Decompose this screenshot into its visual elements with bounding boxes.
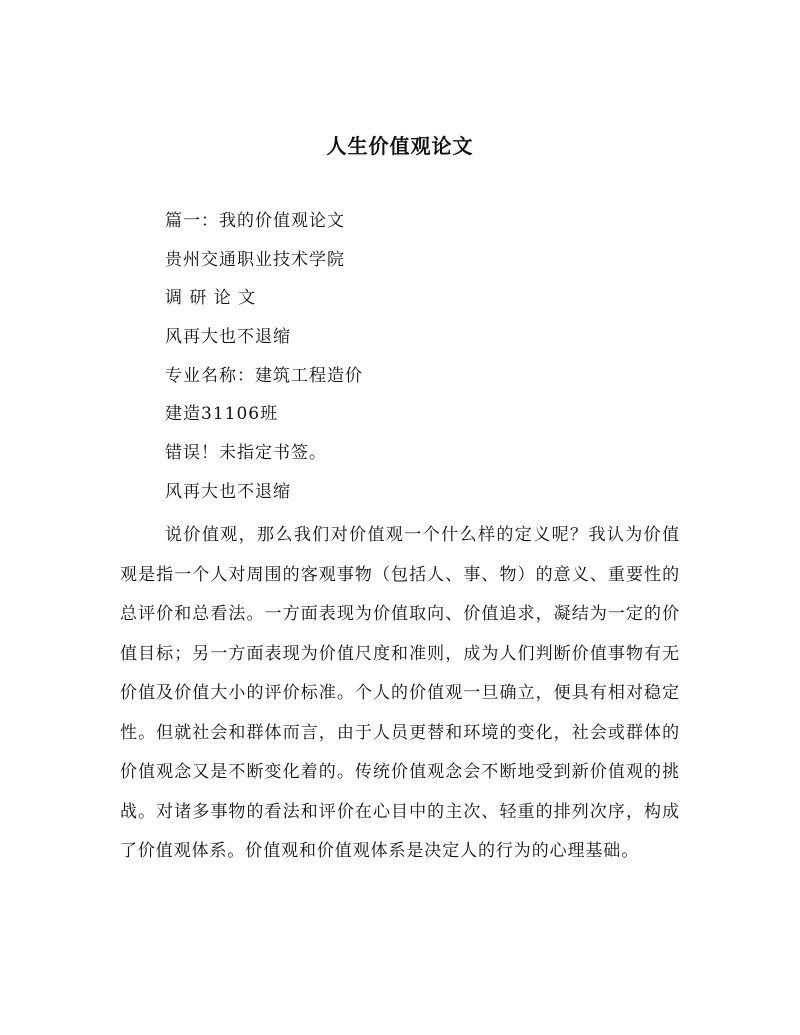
bookmark-error-line: 错误！未指定书签。 (165, 443, 327, 463)
paper-type-line: 调 研 论 文 (165, 288, 257, 308)
article-label-line: 篇一：我的价值观论文 (165, 211, 345, 231)
motto-line-repeat: 风再大也不退缩 (165, 482, 291, 502)
motto-line: 风再大也不退缩 (165, 327, 291, 347)
major-line: 专业名称：建筑工程造价 (165, 366, 363, 386)
body-paragraph: 说价值观，那么我们对价值观一个什么样的定义呢？我认为价值观是指一个人对周围的客观事物（包括人、事、物）的意义、重要性的总评价和总看法。一方面表现为价值取向、价值追求，凝结为一定的价值目标；另一方面表现为价值尺度和准则，成为人们判断价值事物有无价值及价值大小的评价标准。个人的价值观一旦确立，便具有相对稳定性。但就社会和群体而言，由于人员更替和环境的变化，社会或群体的价值观念又是不断变化着的。传统价值观念会不断地受到新价值观的挑战。对诸多事物的看法和评价在心目中的主次、轻重的排列次序，构成了价值观体系。价值观和价值观体系是决定人的行为的心理基础。 (120, 525, 680, 861)
document-title: 人生价值观论文 (326, 134, 474, 158)
school-name-line: 贵州交通职业技术学院 (165, 250, 345, 270)
class-line: 建造31106班 (165, 404, 279, 424)
